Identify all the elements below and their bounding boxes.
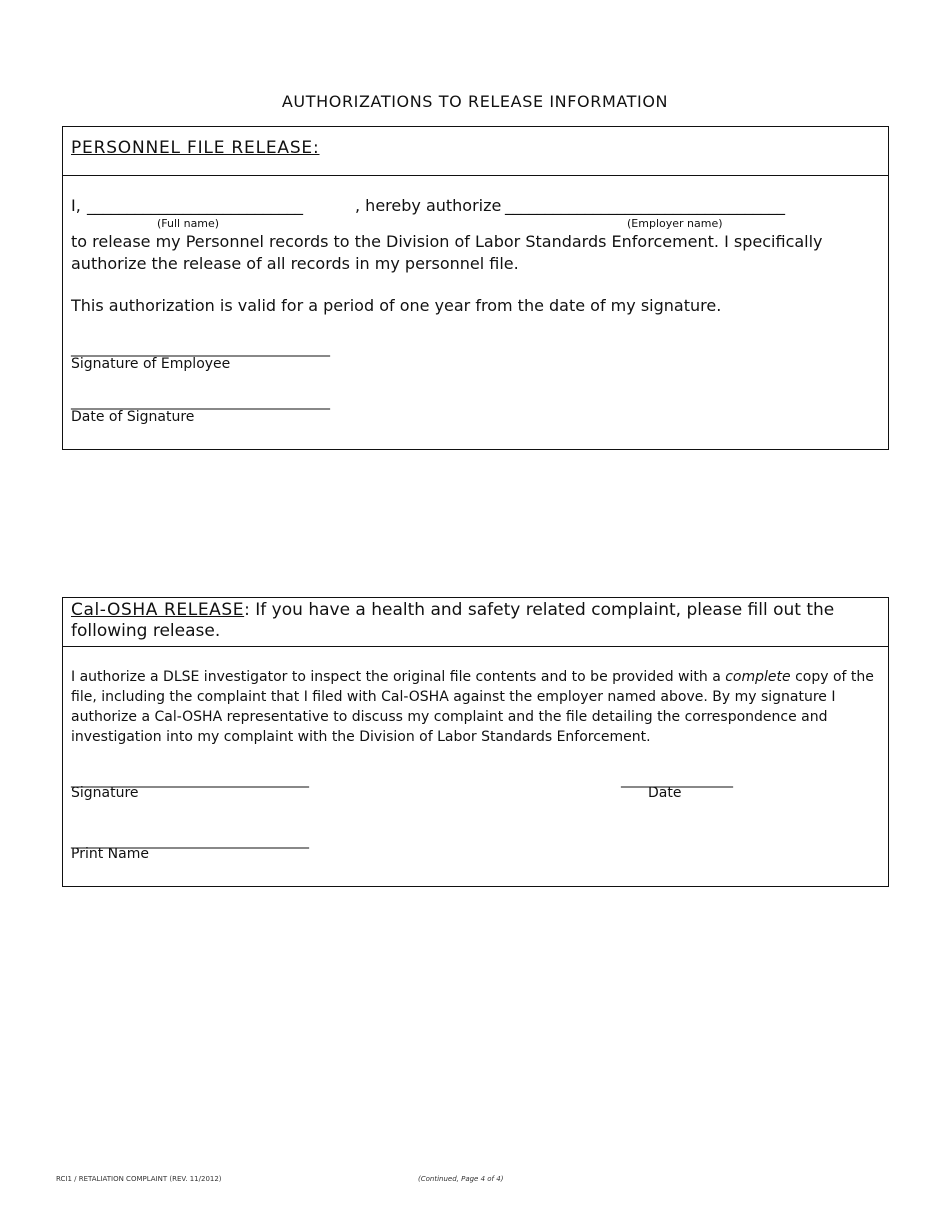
calosha-date-line[interactable]: ________________ <box>621 772 733 788</box>
print-name-line[interactable]: __________________________________ <box>71 833 309 849</box>
full-name-field[interactable]: ___________________________ <box>87 196 303 215</box>
page-title: AUTHORIZATIONS TO RELEASE INFORMATION <box>281 92 669 111</box>
calosha-date-label: Date <box>648 785 682 801</box>
calosha-section-title: Cal-OSHA RELEASE <box>71 600 245 620</box>
employee-signature-line[interactable]: _____________________________________ <box>71 341 330 357</box>
personnel-file-release-section <box>62 126 889 450</box>
calosha-release-section <box>62 597 889 887</box>
validity-statement: This authorization is valid for a period of one year from the date of my signature. <box>71 296 722 315</box>
hereby-authorize-text: , hereby authorize <box>355 196 502 215</box>
employee-signature-label: Signature of Employee <box>71 356 231 372</box>
calosha-section-header <box>63 598 888 647</box>
personnel-section-title: PERSONNEL FILE RELEASE: <box>71 138 320 158</box>
personnel-body-line-2: authorize the release of all records in my personnel file. <box>71 254 519 273</box>
signature-date-line[interactable]: _____________________________________ <box>71 394 330 410</box>
personnel-section-header <box>63 127 888 176</box>
form-id-footer: RCI1 / RETALIATION COMPLAINT (REV. 11/2012) <box>56 1175 222 1183</box>
authorization-prefix: I, <box>71 196 81 215</box>
page-number-footer: (Continued, Page 4 of 4) <box>418 1175 504 1183</box>
calosha-authorization-text: I authorize a DLSE investigator to inspect the original file contents and to be provided with a complete copy of the file, including the complaint that I filed with Cal-OSHA against the employer named above. By my signature I authorize a Cal-OSHA representative to discuss my complaint and the file detailing the correspondence and investigation into my complaint with the Division of Labor Standards Enforcement. <box>71 669 874 745</box>
calosha-section-instructions: : If you have a health and safety related complaint, please fill out the following release. <box>71 600 835 641</box>
calosha-signature-label: Signature <box>71 785 139 801</box>
employer-name-caption: (Employer name) <box>627 217 723 230</box>
signature-date-label: Date of Signature <box>71 409 195 425</box>
personnel-body-line-1: to release my Personnel records to the Division of Labor Standards Enforcement. I specifically <box>71 232 823 251</box>
employer-name-field[interactable]: ___________________________________ <box>505 196 785 215</box>
calosha-signature-line[interactable]: __________________________________ <box>71 772 309 788</box>
full-name-caption: (Full name) <box>157 217 220 230</box>
print-name-label: Print Name <box>71 846 149 862</box>
emphasis-complete: complete <box>725 669 791 685</box>
